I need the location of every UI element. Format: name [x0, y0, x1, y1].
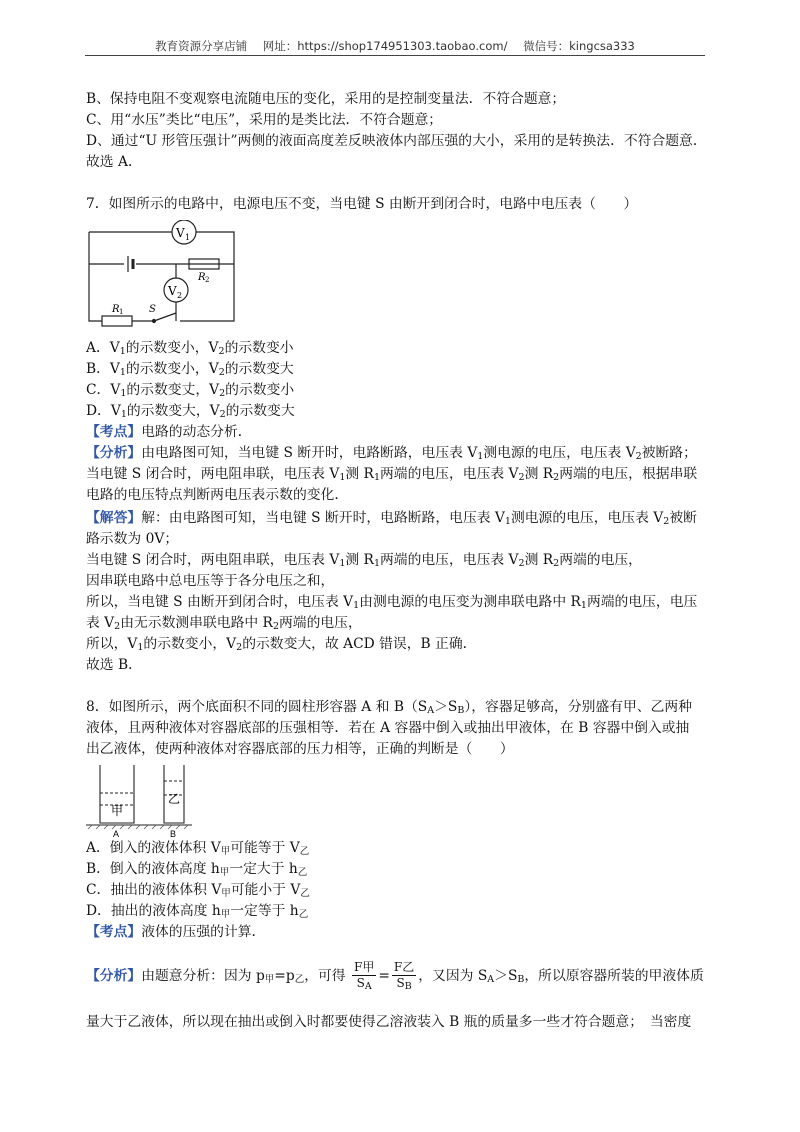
text-line: 出乙液体，使两种液体对容器底部的压力相等，正确的判断是（ ）: [86, 741, 514, 757]
text-line: 当电键 S 闭合时，两电阻串联，电压表 $V_1$测 $R_1$两端的电压，电压表 $V_2$测 $R_2$两端的电压，: [86, 552, 642, 569]
container-a-liquid: 甲: [111, 804, 124, 818]
v2-label: V: [168, 284, 177, 298]
container-b-label: B: [170, 829, 177, 837]
kaodian-line: 【考点】电路的动态分析．: [86, 424, 252, 440]
text-line: 所以，当电键 S 由断开到闭合时，电压表 $V_1$由测电源的电压变为测串联电路中 $R_1$两端的电压，电压: [86, 594, 698, 611]
container-a-label: A: [113, 829, 120, 837]
fraction-a: $\frac{\text{F甲}}{S_A}$: [354, 959, 375, 992]
text-line: 液体，且两种液体对容器底部的压强相等．若在 A 容器中倒入或抽出甲液体，在 B 容器中倒入或抽: [86, 720, 690, 736]
jieda-line: 【解答】解：由电路图可知，当电键 S 断开时，电路断路，电压表 $V_1$测电源的电压，电压表 $V_2$被断: [86, 510, 697, 527]
r1-label: R: [112, 304, 120, 315]
option-b: B．倒入的液体高度 h甲一定大于 $h_乙$: [86, 861, 308, 878]
option-d: D．抽出的液体高度 h甲一定等于 $h_乙$: [86, 903, 309, 920]
page-header: [85, 38, 705, 54]
header-wechat: 微信号：kingcsa333: [523, 39, 635, 53]
text-line: 路示数为 0V；: [86, 531, 179, 547]
s-label: S: [149, 304, 156, 315]
text-line: C、用“水压”类比“电压”，采用的是类比法．不符合题意；: [86, 112, 443, 128]
text-line: 当电键 S 闭合时，两电阻串联，电压表 $V_1$测 $R_1$两端的电压，电压表 $V_2$测 $R_2$两端的电压，根据串联: [86, 466, 698, 483]
header-shop: 教育资源分享店铺: [155, 39, 248, 53]
r2-sub: 2: [205, 276, 210, 284]
fenxi-line: 【分析】由题意分析：因为 p甲=p乙，可得 $\frac{\text{F甲}}{S_A}$ = $\frac{\text{F乙}}{S_B}$ ，又因为 $S_A>S_B$，所以原容器所装的甲液体质: [86, 959, 704, 992]
containers-figure: [84, 757, 194, 837]
fenxi-line: 【分析】由电路图可知，当电键 S 断开时，电路断路，电压表 $V_1$测电源的电压，电压表 $V_2$被断路；: [86, 445, 697, 462]
option-d: D．$V_1$的示数变大，$V_2$的示数变大: [86, 403, 295, 420]
fraction-b: $\frac{\text{F乙}}{S_B}$: [393, 959, 415, 992]
option-b: B．$V_1$的示数变小，$V_2$的示数变大: [86, 361, 294, 378]
r2-label: R: [198, 272, 206, 283]
option-a: A．$V_1$的示数变小，$V_2$的示数变小: [86, 340, 294, 357]
text-line: 电路的电压特点判断两电压表示数的变化．: [86, 487, 349, 503]
question-8: 8．如图所示，两个底面积不同的圆柱形容器 A 和 $B(S_A>S_B)$，容器足够高，分别盛有甲、乙两种: [86, 699, 692, 716]
header-rule: [85, 55, 705, 56]
answer-line: 故选 A．: [86, 154, 142, 170]
v1-label: V: [176, 226, 185, 240]
option-c: C．抽出的液体体积 V甲可能小于 $V_乙$: [86, 882, 310, 899]
text-line: 所以，$V_1$的示数变小，$V_2$的示数变大，故 ACD 错误，B 正确．: [86, 636, 477, 653]
answer-line: 故选 B．: [86, 657, 142, 673]
container-b-liquid: 乙: [168, 792, 181, 806]
v1-sub: 1: [185, 233, 191, 242]
text-line: 量大于乙液体，所以现在抽出或倒入时都要使得乙溶液装入 B 瓶的质量多一些才符合题意； 当密度: [86, 1014, 692, 1030]
text-line: B、保持电阻不变观察电流随电压的变化，采用的是控制变量法．不符合题意；: [86, 91, 566, 107]
v2-sub: 2: [177, 291, 183, 300]
circuit-diagram: [84, 220, 244, 332]
text-line: 因串联电路中总电压等于各分电压之和，: [86, 573, 335, 589]
option-c: C．$V_1$的示数变丈，$V_2$的示数变小: [86, 382, 295, 399]
question-7: 7．如图所示的电路中，电源电压不变，当电键 S 由断开到闭合时，电路中电压表（ ）: [86, 196, 638, 212]
option-a: A．倒入的液体体积 V甲可能等于 $V_乙$: [86, 840, 310, 857]
header-url[interactable]: 网址：https://shop174951303.taobao.com/: [262, 39, 508, 53]
text-line: D、通过“U 形管压强计”两侧的液面高度差反映液体内部压强的大小，采用的是转换法．不符合题意．: [86, 133, 707, 149]
kaodian-line: 【考点】液体的压强的计算．: [86, 924, 266, 940]
r1-sub: 1: [119, 308, 124, 316]
text-line: 表 $V_2$由无示数测串联电路中 $R_2$两端的电压，: [86, 615, 362, 632]
